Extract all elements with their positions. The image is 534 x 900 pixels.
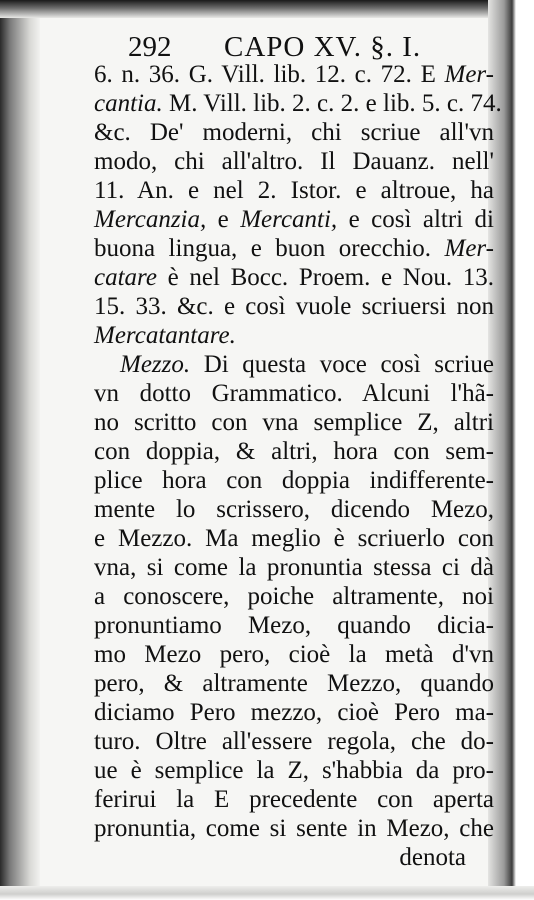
- running-title: CAPO XV. §. I.: [224, 31, 422, 63]
- text-line: [94, 60, 494, 89]
- text-segment: è nel Bocc. Proem. e Nou. 13.: [156, 264, 494, 291]
- text-segment: plice hora con doppia indifferente-: [94, 467, 494, 494]
- text-segment: 11. An. e nel 2. Istor. e altroue, ha: [94, 177, 494, 204]
- text-segment: denota: [399, 844, 466, 871]
- text-line: [94, 205, 494, 234]
- body-text: [94, 60, 502, 872]
- text-line: [94, 379, 494, 408]
- text-line: [94, 553, 494, 582]
- text-line: [94, 698, 494, 727]
- text-line: [94, 292, 494, 321]
- text-segment: buona lingua, e buon orecchio.: [94, 235, 445, 262]
- text-segment: vn dotto Grammatico. Alcuni l'hã-: [94, 380, 494, 407]
- text-segment: vna, si come la pronuntia stessa ci dà: [94, 554, 494, 581]
- text-line: [94, 350, 494, 379]
- text-line: [94, 727, 494, 756]
- text-segment: 15. 33. &c. e così vuole scriuersi non: [94, 293, 494, 320]
- text-segment: no scritto con vna semplice Z, altri: [94, 409, 494, 436]
- italic-term: Mercanti,: [240, 206, 338, 233]
- text-segment: ue è semplice la Z, s'habbia da pro-: [94, 757, 494, 784]
- text-line: [94, 495, 494, 524]
- italic-term: Mer-: [444, 61, 494, 88]
- text-segment: e Mezzo. Ma meglio è scriuerlo con: [94, 525, 494, 552]
- page-gutter-shadow: [0, 0, 40, 900]
- text-segment: e: [206, 206, 241, 233]
- text-line: [94, 756, 494, 785]
- text-segment: a conoscere, poiche altramente, noi: [94, 583, 494, 610]
- italic-term: Mercanzia,: [94, 206, 207, 233]
- text-segment: e così altri di: [337, 206, 494, 233]
- text-line: [94, 147, 494, 176]
- text-line: [94, 611, 494, 640]
- text-line: [94, 669, 494, 698]
- text-line: [94, 524, 494, 553]
- text-segment: pero, & altramente Mezzo, quando: [94, 670, 494, 697]
- text-segment: turo. Oltre all'essere regola, che do-: [94, 728, 494, 755]
- text-line: [94, 321, 494, 350]
- text-segment: diciamo Pero mezzo, cioè Pero ma-: [94, 699, 494, 726]
- text-line: [94, 640, 494, 669]
- page-number: 292: [128, 31, 172, 63]
- text-line: [94, 437, 494, 466]
- text-line: [94, 408, 494, 437]
- text-segment: M. Vill. lib. 2. c. 2. e lib. 5. c. 74.: [162, 90, 502, 117]
- text-segment: mo Mezo pero, cioè la metà d'vn: [94, 641, 494, 668]
- text-segment: modo, chi all'altro. Il Dauanz. nell': [94, 148, 494, 175]
- text-segment: mente lo scrissero, dicendo Mezo,: [94, 496, 494, 523]
- text-segment: 6. n. 36. G. Vill. lib. 12. c. 72. E: [94, 61, 445, 88]
- page-fore-edge: [488, 0, 534, 900]
- text-segment: pronuntiamo Mezo, quando dicia-: [94, 612, 494, 639]
- text-line: [94, 263, 494, 292]
- text-segment: ferirui la E precedente con aperta: [94, 786, 494, 813]
- italic-term: Mer-: [444, 235, 494, 262]
- text-line: [94, 814, 494, 843]
- text-line: [94, 466, 494, 495]
- page-bottom-edge: [0, 886, 534, 900]
- italic-term: catare: [94, 264, 157, 291]
- text-line: [94, 785, 494, 814]
- text-line: [94, 176, 494, 205]
- text-line: [94, 234, 494, 263]
- italic-term: Mercatantare.: [94, 322, 236, 349]
- page-top-shadow: [0, 0, 534, 18]
- text-segment: Di questa voce così scriue: [190, 351, 494, 378]
- text-segment: con doppia, & altri, hora con sem-: [94, 438, 494, 465]
- text-line: [94, 89, 502, 118]
- text-segment: pronuntia, come si sente in Mezo, che: [94, 815, 494, 842]
- text-line: [94, 118, 494, 147]
- italic-term: cantia.: [94, 90, 163, 117]
- italic-term: Mezzo.: [120, 351, 191, 378]
- catchword: [94, 843, 494, 872]
- text-line: [94, 582, 494, 611]
- text-segment: &c. De' moderni, chi scriue all'vn: [94, 119, 494, 146]
